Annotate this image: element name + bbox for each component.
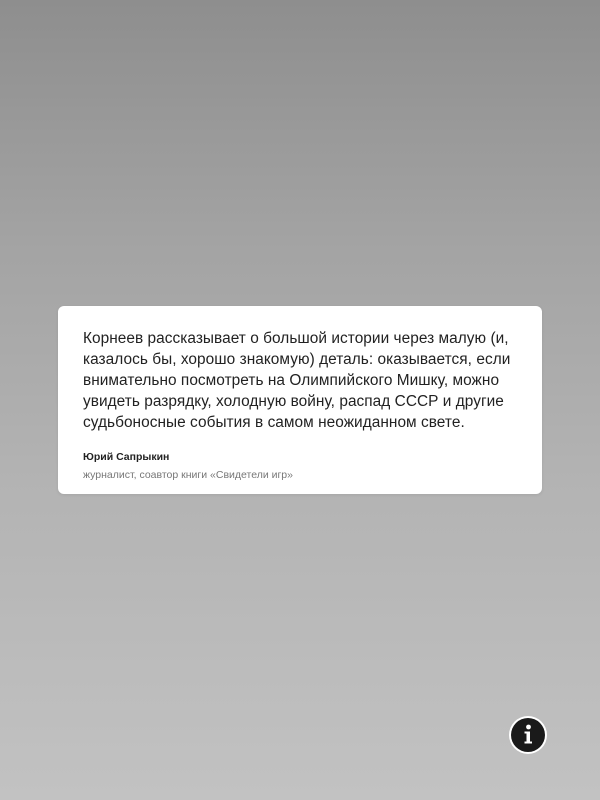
info-icon [509, 716, 547, 754]
author-role: журналист, соавтор книги «Свидетели игр» [83, 469, 293, 481]
quote-text: Корнеев рассказывает о большой истории через малую (и, казалось бы, хорошо знакомую) деталь: оказывается, если внимательно посмотреть на Олимпийского Мишку, можно увидеть разрядку, холодную войну, распад СССР и другие судьбоносные события в самом неожиданном свете. [83, 330, 511, 431]
info-button[interactable] [509, 716, 547, 754]
quote-card [58, 306, 542, 494]
author-name: Юрий Сапрыкин [83, 451, 170, 463]
